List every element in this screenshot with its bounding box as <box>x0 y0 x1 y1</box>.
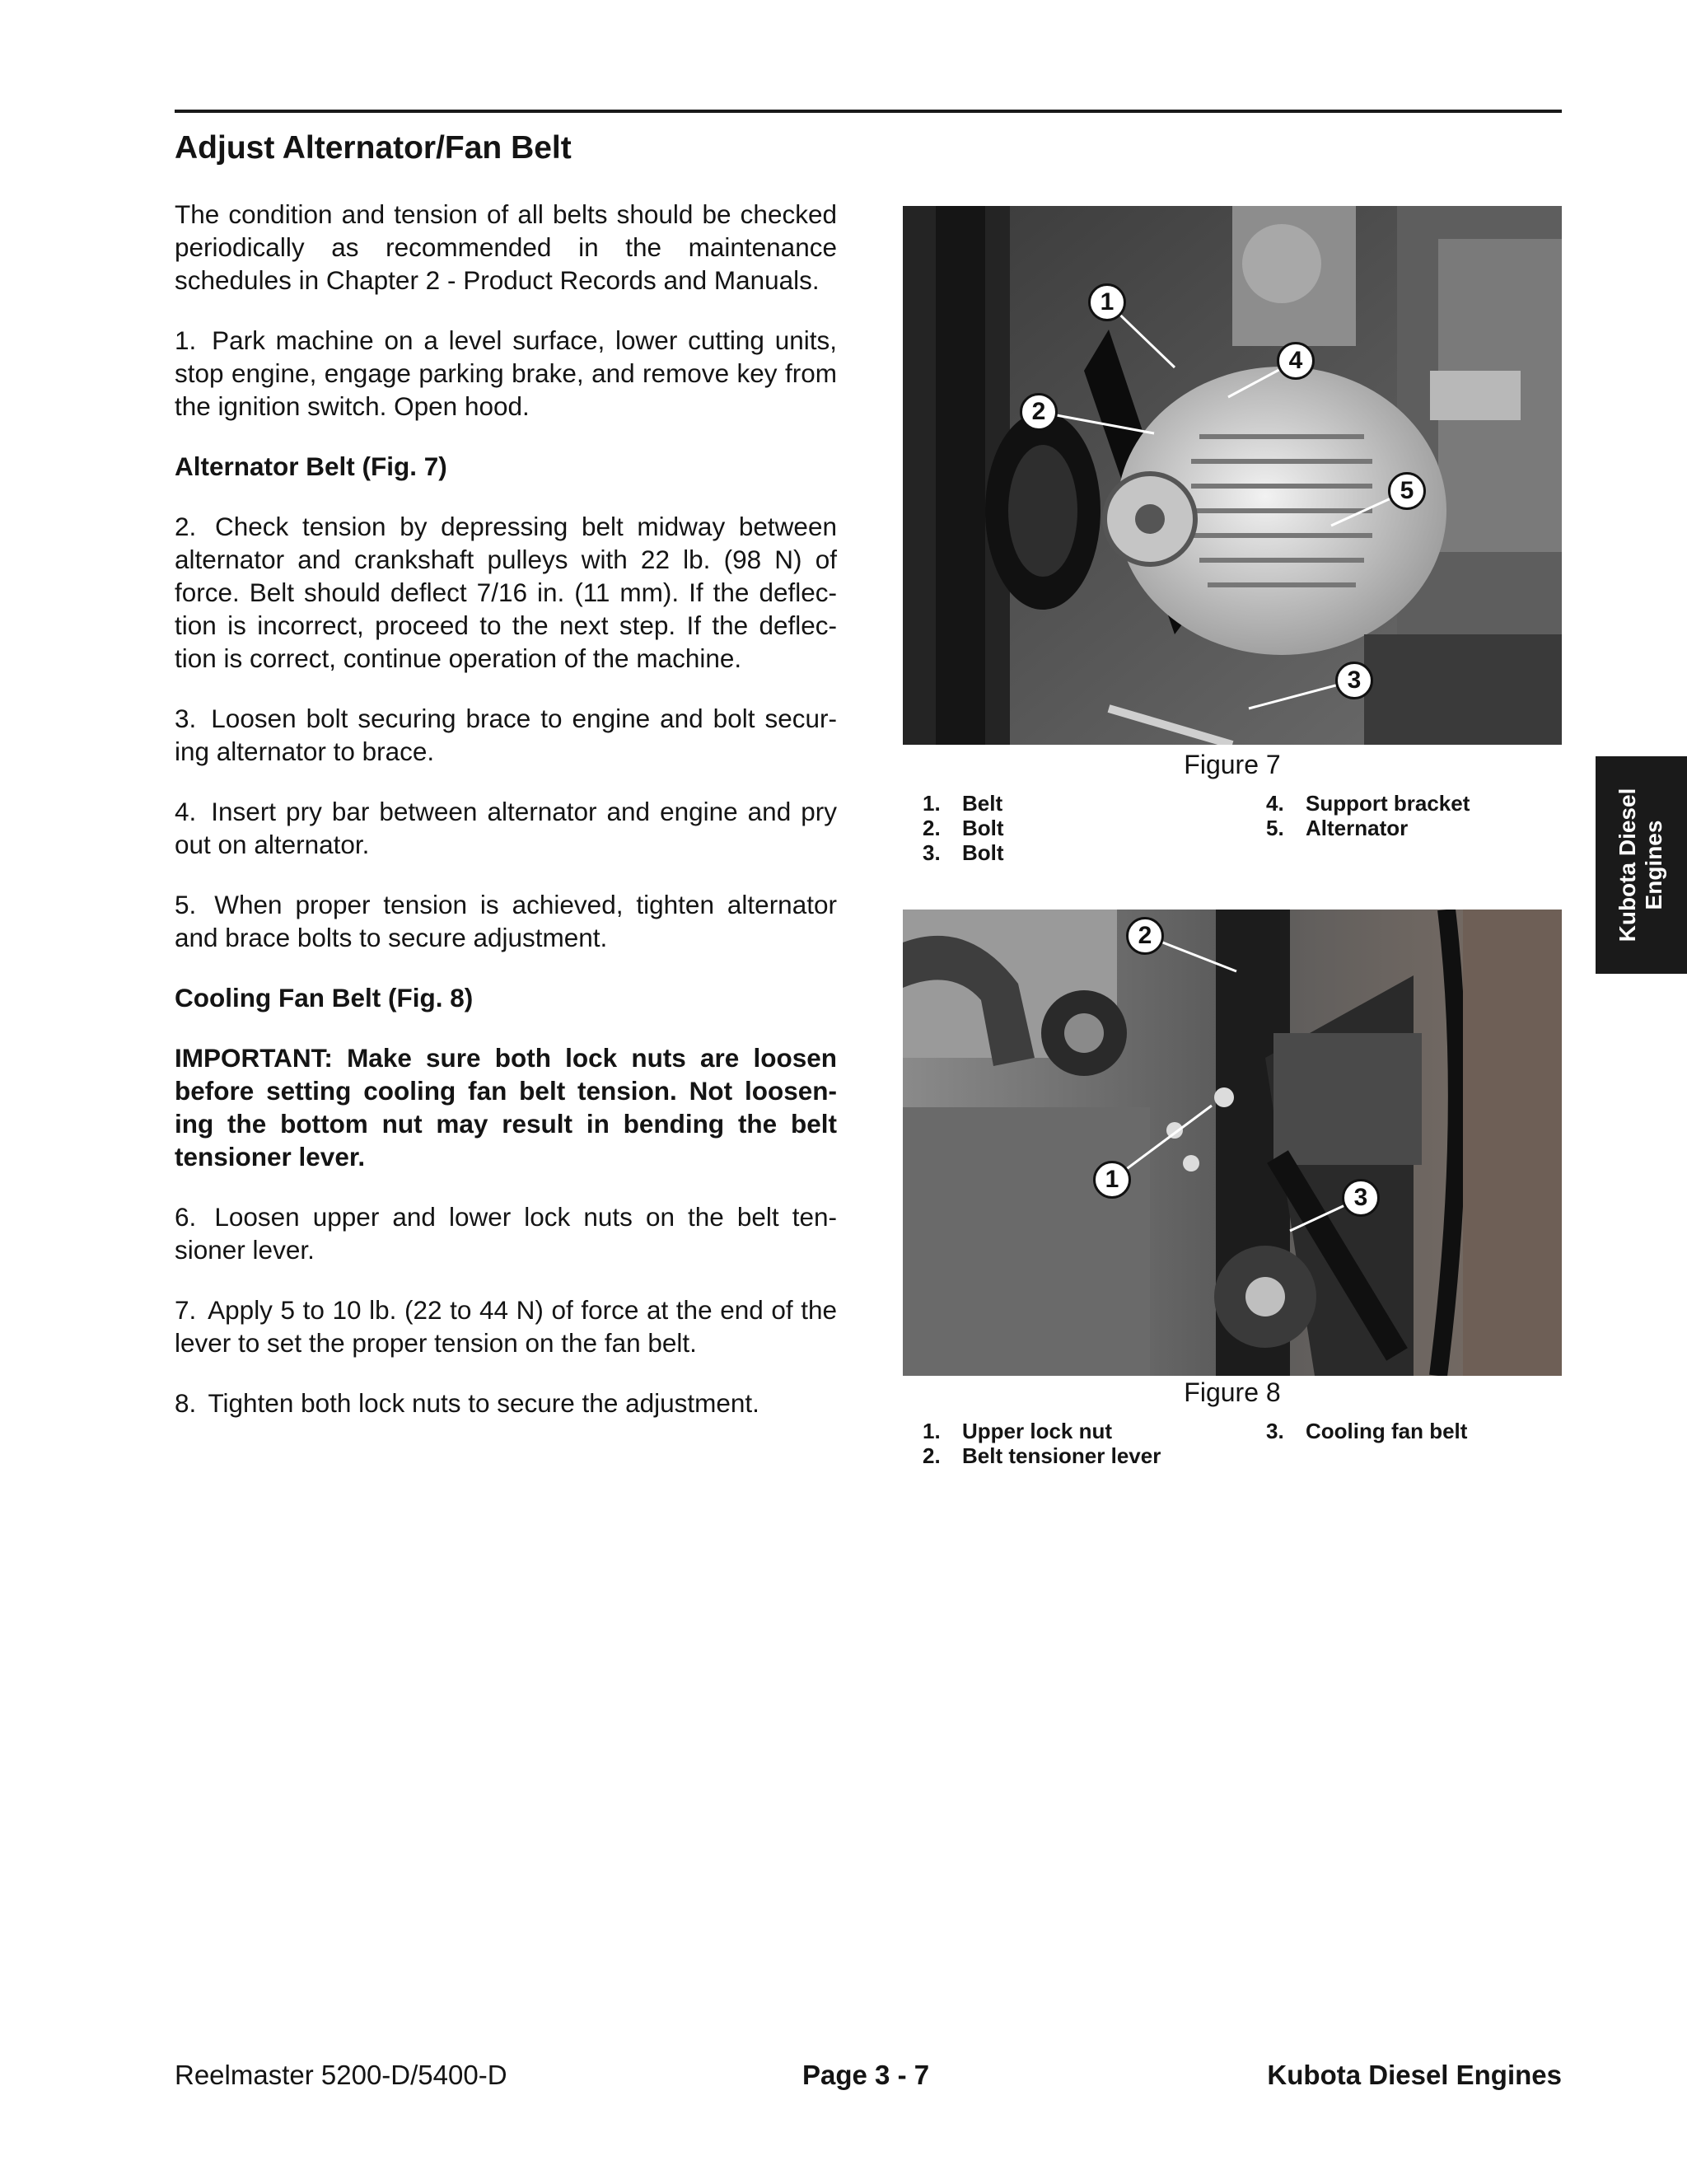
legend-item: 2. Bolt <box>923 816 1004 840</box>
step-number: 6. <box>175 1202 197 1232</box>
figure-7-legend-right <box>1266 791 1470 840</box>
legend-item: 5. Alternator <box>1266 816 1409 840</box>
step-text: When proper tension is achieved, tighten alternator and brace bolts to secure adjustment. <box>175 890 837 952</box>
step-5 <box>175 888 837 954</box>
figure-7-caption: Figure 7 <box>1184 750 1281 779</box>
important-notice: IMPORTANT: Make sure both lock nuts are loosen before setting cooling fan belt tension. Not loosen- ing the bottom nut may result in bending the belt tensioner lever. <box>175 1043 837 1172</box>
step-text: Check tension by depressing belt midway between alternator and crankshaft pulleys with 22 lb. (98 N) of force. Belt should deflect 7/16 in. (11 mm). If the deflec- tion is incorrect, proceed to the next step. If the deflec- tion is correct, continue operation of the machine. <box>175 512 837 673</box>
step-7 <box>175 1293 837 1359</box>
step-text: Tighten both lock nuts to secure the adjustment. <box>208 1388 759 1418</box>
figure-7-legend-left <box>923 791 1004 865</box>
figure-7-photo <box>903 206 1562 745</box>
legend-item: 3. Cooling fan belt <box>1266 1419 1468 1443</box>
step-number: 4. <box>175 797 197 826</box>
footer-chapter-title: Kubota Diesel Engines <box>1267 2060 1562 2090</box>
callout-1: 1 <box>1093 1161 1131 1199</box>
legend-item: 1. Belt <box>923 791 1003 816</box>
callout-2: 2 <box>1020 393 1058 431</box>
legend-item: 3. Bolt <box>923 840 1004 865</box>
callout-1: 1 <box>1088 283 1126 321</box>
step-text: Loosen bolt securing brace to engine and bolt secur- ing alternator to brace. <box>175 704 837 766</box>
subheading-alternator-belt: Alternator Belt (Fig. 7) <box>175 451 447 481</box>
side-tab-label: Kubota Diesel Engines <box>1615 788 1666 942</box>
step-number: 7. <box>175 1295 197 1325</box>
figure-8-legend-right <box>1266 1419 1467 1443</box>
callout-2: 2 <box>1126 917 1164 955</box>
step-text: Insert pry bar between alternator and engine and pry out on alternator. <box>175 797 837 859</box>
fan-belt-illustration <box>903 910 1562 1376</box>
step-3 <box>175 702 837 768</box>
step-number: 8. <box>175 1388 197 1418</box>
intro-paragraph: The condition and tension of all belts should be checked periodically as recommended in the maintenance schedules in Chapter 2 - Product Records and Manuals. <box>175 199 837 295</box>
step-number: 3. <box>175 704 197 733</box>
chapter-side-tab <box>1596 756 1687 974</box>
step-2 <box>175 510 837 675</box>
legend-item: 1. Upper lock nut <box>923 1419 1113 1443</box>
footer-page-number: Page 3 - 7 <box>802 2060 930 2090</box>
step-number: 2. <box>175 512 197 541</box>
figure-8-caption: Figure 8 <box>1184 1377 1281 1407</box>
header-rule <box>175 110 1562 113</box>
step-text: Loosen upper and lower lock nuts on the belt ten- sioner lever. <box>175 1202 837 1265</box>
step-6 <box>175 1200 837 1266</box>
callout-5: 5 <box>1388 472 1426 510</box>
legend-item: 4. Support bracket <box>1266 791 1470 816</box>
step-number: 1. <box>175 325 197 355</box>
subheading-cooling-fan-belt: Cooling Fan Belt (Fig. 8) <box>175 983 474 1012</box>
figure-8-legend-left <box>923 1419 1161 1468</box>
step-text: Park machine on a level surface, lower cutting units, stop engine, engage parking brake, and remove key from the ignition switch. Open hood. <box>175 325 837 421</box>
callout-3: 3 <box>1342 1179 1380 1217</box>
figure-8-photo <box>903 910 1562 1376</box>
footer-manual-title: Reelmaster 5200-D/5400-D <box>175 2060 507 2090</box>
callout-4: 4 <box>1277 342 1315 380</box>
step-1 <box>175 324 837 423</box>
alternator-illustration <box>903 206 1562 745</box>
legend-item: 2. Belt tensioner lever <box>923 1443 1161 1468</box>
step-4 <box>175 795 837 861</box>
body-text-column <box>175 198 837 1447</box>
step-text: Apply 5 to 10 lb. (22 to 44 N) of force at the end of the lever to set the proper tension on the fan belt. <box>175 1295 837 1358</box>
section-heading: Adjust Alternator/Fan Belt <box>175 130 572 166</box>
step-8 <box>175 1387 837 1419</box>
callout-3: 3 <box>1335 662 1373 699</box>
step-number: 5. <box>175 890 197 919</box>
